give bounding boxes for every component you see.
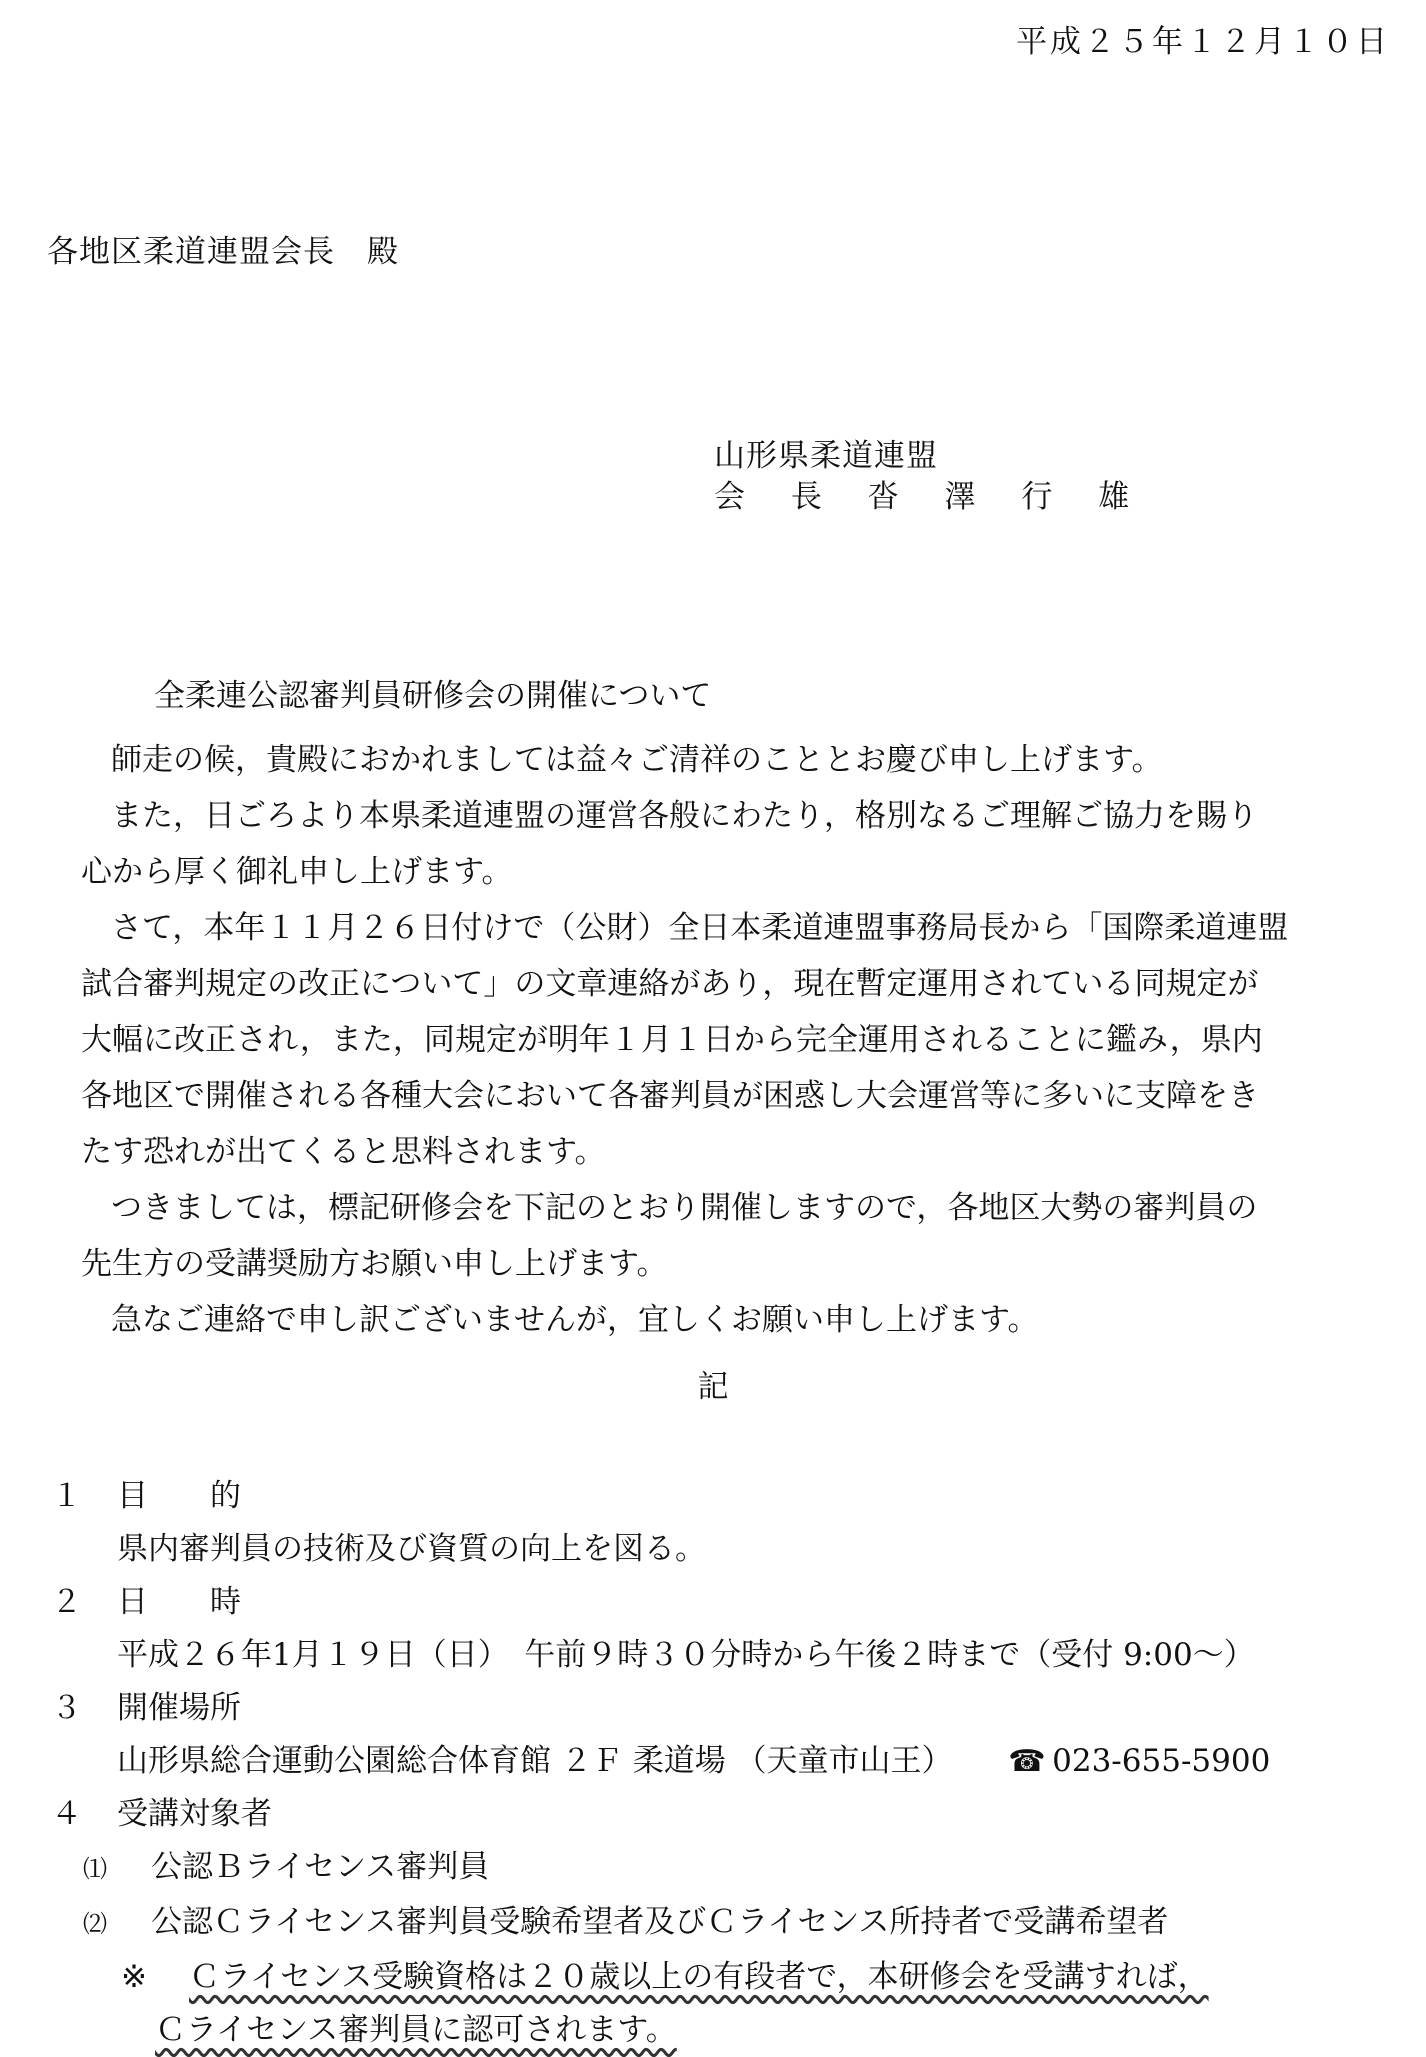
item-detail: 県内審判員の技術及び資質の向上を図る。 (117, 1531, 706, 1567)
body-paragraph (81, 1180, 1391, 1292)
note-text: Ｃライセンス審判員に認可されます。 (155, 2012, 677, 2048)
body-line: さて，本年１１月２６日付けで（公財）全日本柔道連盟事務局長から「国際柔道連盟 (111, 910, 1289, 946)
sub-item-number: ⑴ (83, 1855, 107, 1883)
sub-item-text: 公認Ｂライセンス審判員 (151, 1849, 490, 1885)
target-sub-item (51, 1841, 1270, 1896)
body-line: 先生方の受講奨励方お願い申し上げます。 (81, 1246, 668, 1282)
item-number: ２ (51, 1584, 82, 1620)
item-number: ３ (51, 1690, 82, 1726)
body-line: 試合審判規定の改正について」の文章連絡があり，現在暫定運用されている同規定が (81, 966, 1259, 1002)
phone-number: 023-655-5900 (1052, 1743, 1271, 1779)
item-heading: 受講対象者 (117, 1796, 272, 1832)
item-heading: 開催場所 (117, 1690, 241, 1726)
note-mark: ※ (121, 1959, 147, 1995)
body-paragraph: 急なご連絡で申し訳ございませんが，宜しくお願い申し上げます。 (111, 1302, 1039, 1338)
sub-item-number: ⑵ (83, 1910, 107, 1938)
body-line: 大幅に改正され，また，同規定が明年１月１日から完全運用されることに鑑み，県内 (81, 1022, 1263, 1058)
details-list (51, 1470, 1270, 2057)
item-datetime (51, 1576, 1270, 1629)
letter-body (81, 732, 1391, 1348)
venue-text: 山形県総合運動公園総合体育館 ２Ｆ 柔道場 （天童市山王） (117, 1743, 953, 1779)
document-subject: 全柔連公認審判員研修会の開催について (154, 678, 712, 714)
item-heading: 日 時 (117, 1584, 241, 1620)
phone-icon: ☎ (1008, 1744, 1046, 1779)
body-line: また，日ごろより本県柔道連盟の運営各般にわたり，格別なるご理解ご協力を賜り (111, 798, 1258, 834)
body-line: つきましては，標記研修会を下記のとおり開催しますので，各地区大勢の審判員の (111, 1190, 1258, 1226)
document-date: 平成２５年１２月１０日 (1016, 24, 1390, 60)
sub-item-text: 公認Ｃライセンス審判員受験希望者及びＣライセンス所持者で受講希望者 (151, 1904, 1169, 1940)
item-detail: 平成２６年1月１９日（日） 午前９時３０分時から午後２時まで（受付 9:00〜） (117, 1637, 1255, 1673)
item-purpose (51, 1470, 1270, 1523)
body-paragraph: 師走の候，貴殿におかれましては益々ご清祥のこととお慶び申し上げます。 (111, 742, 1163, 778)
item-heading: 目 的 (117, 1478, 241, 1514)
body-line: 心から厚く御礼申し上げます。 (81, 854, 513, 890)
sender-organization: 山形県柔道連盟 (714, 438, 938, 474)
ki-heading: 記 (697, 1369, 729, 1405)
body-paragraph (81, 900, 1391, 1180)
body-line: たす恐れが出てくると思料されます。 (81, 1134, 606, 1170)
item-venue (51, 1682, 1270, 1735)
item-number: ４ (51, 1796, 82, 1832)
note (51, 1951, 1270, 2004)
note-continuation (51, 2004, 1270, 2057)
item-target (51, 1788, 1270, 1841)
item-detail (51, 1735, 1270, 1788)
item-number: １ (51, 1478, 82, 1514)
sender-president: 会 長 沓 澤 行 雄 (714, 478, 1148, 515)
target-sub-item (51, 1896, 1270, 1951)
note-text: Ｃライセンス受験資格は２０歳以上の有段者で，本研修会を受講すれば， (189, 1959, 1209, 1995)
body-line: 各地区で開催される各種大会において各審判員が困惑し大会運営等に多いに支障をき (81, 1078, 1259, 1114)
sender-block (714, 436, 1147, 518)
body-paragraph (81, 788, 1391, 900)
addressee: 各地区柔道連盟会長 殿 (47, 234, 399, 270)
